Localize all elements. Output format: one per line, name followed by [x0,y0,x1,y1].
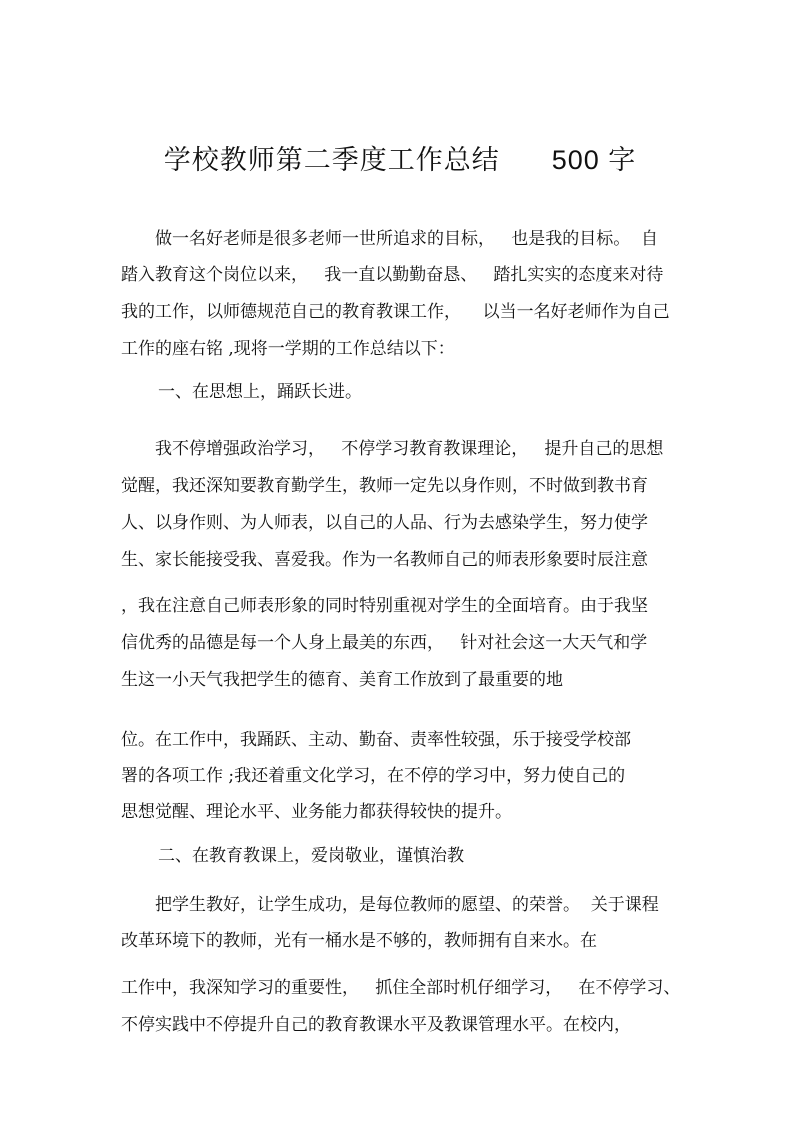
paragraph-line: 信优秀的品德是每一个人身上最美的东西， 针对社会这一大天气和学 [121,633,648,653]
paragraph-line: 踏入教育这个岗位以来， 我一直以勤勤奋恳、 踏扎实实的态度来对待 [121,265,664,285]
paragraph-line: ，我在注意自己师表形象的同时特别重视对学生的全面培育。由于我坚 [121,596,648,616]
paragraph-line: 不停实践中不停提升自己的教育教课水平及教课管理水平。在校内， [121,1015,631,1035]
paragraph-line: 署的各项工作 ;我还着重文化学习，在不停的学习中，努力使自己的 [121,766,626,786]
paragraph-line: 生这一小天气我把学生的德育、美育工作放到了最重要的地 [121,670,563,690]
paragraph-line: 人、以身作则、为人师表，以自己的人品、行为去感染学生，努力使学 [121,513,648,533]
page-title [0,138,800,177]
paragraph-line: 我不停增强政治学习， 不停学习教育教课理论， 提升自己的思想 [155,439,664,459]
paragraph-line: 改革环境下的教师，光有一桶水是不够的，教师拥有自来水。在 [121,931,597,951]
title-word-count: 500 字 [551,145,637,175]
paragraph-line: 觉醒，我还深知要教育勤学生，教师一定先以身作则，不时做到教书育 [121,476,648,496]
paragraph-line: 我的工作，以师德规范自己的教育教课工作， 以当一名好老师作为自己 [121,302,670,322]
paragraph-line: 思想觉醒、理论水平、业务能力都获得较快的提升。 [121,802,512,822]
title-text: 学校教师第二季度工作总结 [163,145,500,176]
section-heading: 二、在教育教课上，爱岗敬业，谨慎治教 [158,846,464,866]
paragraph-line: 做一名好老师是很多老师一世所追求的目标， 也是我的目标。 自 [155,229,659,249]
paragraph-line: 工作的座右铭 ,现将一学期的工作总结以下： [121,339,455,359]
section-heading: 一、在思想上，踊跃长进。 [158,382,362,402]
paragraph-line: 生、家长能接受我、喜爱我。作为一名教师自己的师表形象要时辰注意 [121,550,648,570]
paragraph-line: 位。在工作中，我踊跃、主动、勤奋、责率性较强，乐于接受学校部 [121,730,631,750]
paragraph-line: 工作中，我深知学习的重要性， 抓住全部时机仔细学习， 在不停学习、 [121,978,681,998]
paragraph-line: 把学生教好，让学生成功，是每位教师的愿望、的荣誉。 关于课程 [155,895,659,915]
